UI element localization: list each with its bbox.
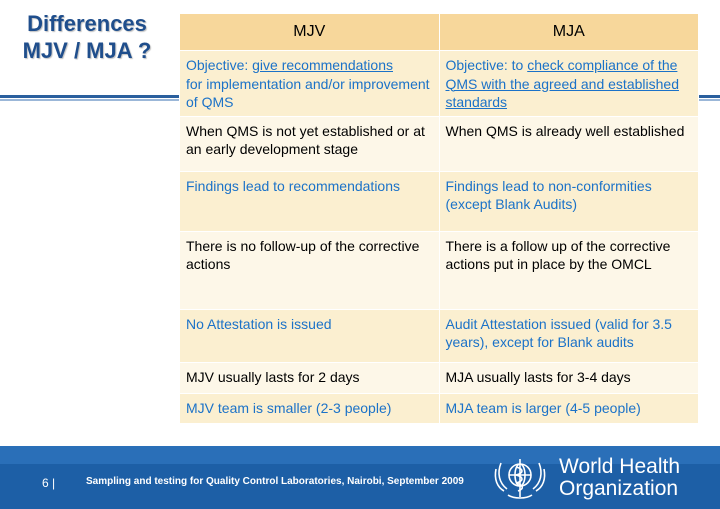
cell-mja-objective	[439, 51, 699, 117]
org-name-line-1: World Health	[559, 455, 680, 478]
comparison-table	[179, 13, 699, 424]
table-row-team-size	[180, 393, 699, 423]
cell-mjv-team-size: MJV team is smaller (2-3 people)	[180, 393, 440, 423]
table-row-attestation	[180, 309, 699, 362]
table-header-row	[180, 14, 699, 51]
footer-bar	[0, 446, 720, 509]
cell-mjv-objective	[180, 51, 440, 117]
mjv-objective-link: give recommendations	[252, 57, 393, 73]
mja-objective-link: check compliance of the QMS with the agreed and established standards	[445, 57, 679, 110]
header-mjv: MJV	[180, 14, 440, 51]
cell-mjv-findings: Findings lead to recommendations	[180, 171, 440, 231]
table-row-duration	[180, 362, 699, 393]
org-name-line-2: Organization	[559, 477, 679, 500]
header-mja: MJA	[439, 14, 699, 51]
cell-mja-follow-up: There is a follow up of the corrective actions put in place by the OMCL	[439, 231, 699, 309]
mjv-objective-prefix: Objective:	[186, 57, 253, 73]
cell-mja-team-size: MJA team is larger (4-5 people)	[439, 393, 699, 423]
mjv-objective-suffix: for implementation and/or improvement of QMS	[186, 75, 430, 110]
cell-mja-findings: Findings lead to non-conformities (except Blank Audits)	[439, 171, 699, 231]
footer-caption: Sampling and testing for Quality Control Laboratories, Nairobi, September 2009	[86, 476, 464, 487]
cell-mjv-follow-up: There is no follow-up of the corrective actions	[180, 231, 440, 309]
cell-mjv-duration: MJV usually lasts for 2 days	[180, 362, 440, 393]
who-emblem-icon	[490, 451, 550, 507]
slide-title-line-2: MJV / MJA ?	[22, 38, 152, 63]
slide-title	[6, 10, 168, 64]
mja-objective-prefix: Objective: to	[445, 57, 528, 73]
table-row-follow-up	[180, 231, 699, 309]
cell-mjv-qms-stage: When QMS is not yet established or at an early development stage	[180, 116, 440, 171]
cell-mja-qms-stage: When QMS is already well established	[439, 116, 699, 171]
cell-mja-attestation: Audit Attestation issued (valid for 3.5 years), except for Blank audits	[439, 309, 699, 362]
slide-title-line-1: Differences	[27, 11, 147, 36]
table-row-objective	[180, 51, 699, 117]
cell-mjv-attestation: No Attestation is issued	[180, 309, 440, 362]
cell-mja-duration: MJA usually lasts for 3-4 days	[439, 362, 699, 393]
page-number: 6 |	[42, 476, 56, 490]
table-row-qms-stage	[180, 116, 699, 171]
table-row-findings	[180, 171, 699, 231]
